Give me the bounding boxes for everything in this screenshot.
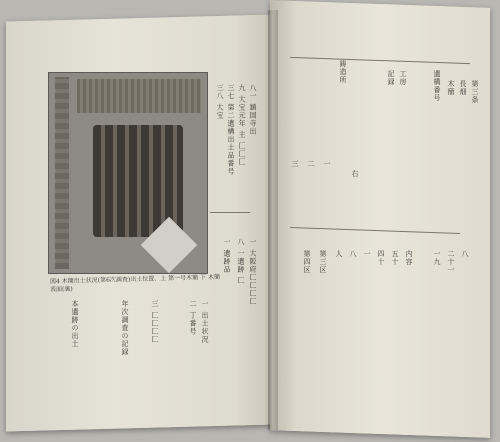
left-text-column: 一 大阪府匚匚匚匚	[249, 238, 257, 306]
right-text-column: 一	[323, 160, 331, 168]
right-text-column: 一	[363, 250, 371, 258]
left-text-column: 三七 第二遺構出土品番号	[227, 84, 235, 176]
wooden-tablet-photo	[48, 72, 208, 274]
right-text-column: 五十	[391, 250, 399, 266]
right-text-column: 遺構番号	[433, 70, 441, 102]
book-gutter	[268, 10, 278, 430]
left-text-column: 三 匚匚匚匚	[151, 300, 159, 344]
right-text-column: 長畑	[459, 80, 467, 96]
left-text-column: 八一 鎮国寺出	[249, 84, 257, 136]
right-text-column: 人	[335, 250, 343, 258]
left-text-column: 二 丁番号	[189, 300, 197, 336]
right-text-column: 内容	[405, 250, 413, 266]
left-text-column: 年次調査の記録	[121, 300, 129, 356]
right-text-column: 鋳造所	[339, 60, 347, 84]
left-text-column: 本遺跡の出土	[71, 300, 79, 348]
left-page-rule	[210, 212, 250, 213]
right-text-column: 第四区	[303, 250, 311, 274]
left-text-column: 八 一遺跡 匚	[237, 238, 245, 285]
left-text-column: 九 大宝元年 主 匚匚匚	[238, 84, 246, 166]
photo-caption: 図4 木簡出土状況(第6次調査)出土位置、上 第一号木簡 下 木簡表面(裏)	[50, 273, 220, 294]
photo-tablet-strip	[55, 77, 69, 269]
right-text-column: 三	[291, 160, 299, 168]
right-text-column: 第三条	[471, 80, 479, 104]
left-text-column: 三八 大宝	[216, 84, 224, 120]
right-text-column: 一九	[433, 250, 441, 266]
right-text-column: 八	[461, 250, 469, 258]
left-text-column: 一 遺跡品	[223, 238, 231, 274]
right-text-column: 八	[349, 250, 357, 258]
right-text-column: 木簡	[447, 80, 455, 96]
photo-tablet-board	[77, 79, 201, 113]
right-text-column: 工房	[399, 70, 407, 86]
right-text-column: 記録	[387, 70, 395, 86]
right-text-column: 二十一	[447, 250, 455, 274]
right-text-column: 第三区	[319, 250, 327, 274]
left-text-column: 一 出土状況	[201, 300, 209, 344]
right-text-column: 右	[351, 170, 359, 178]
right-text-column: 四十	[377, 250, 385, 266]
right-text-column: 二	[307, 160, 315, 168]
